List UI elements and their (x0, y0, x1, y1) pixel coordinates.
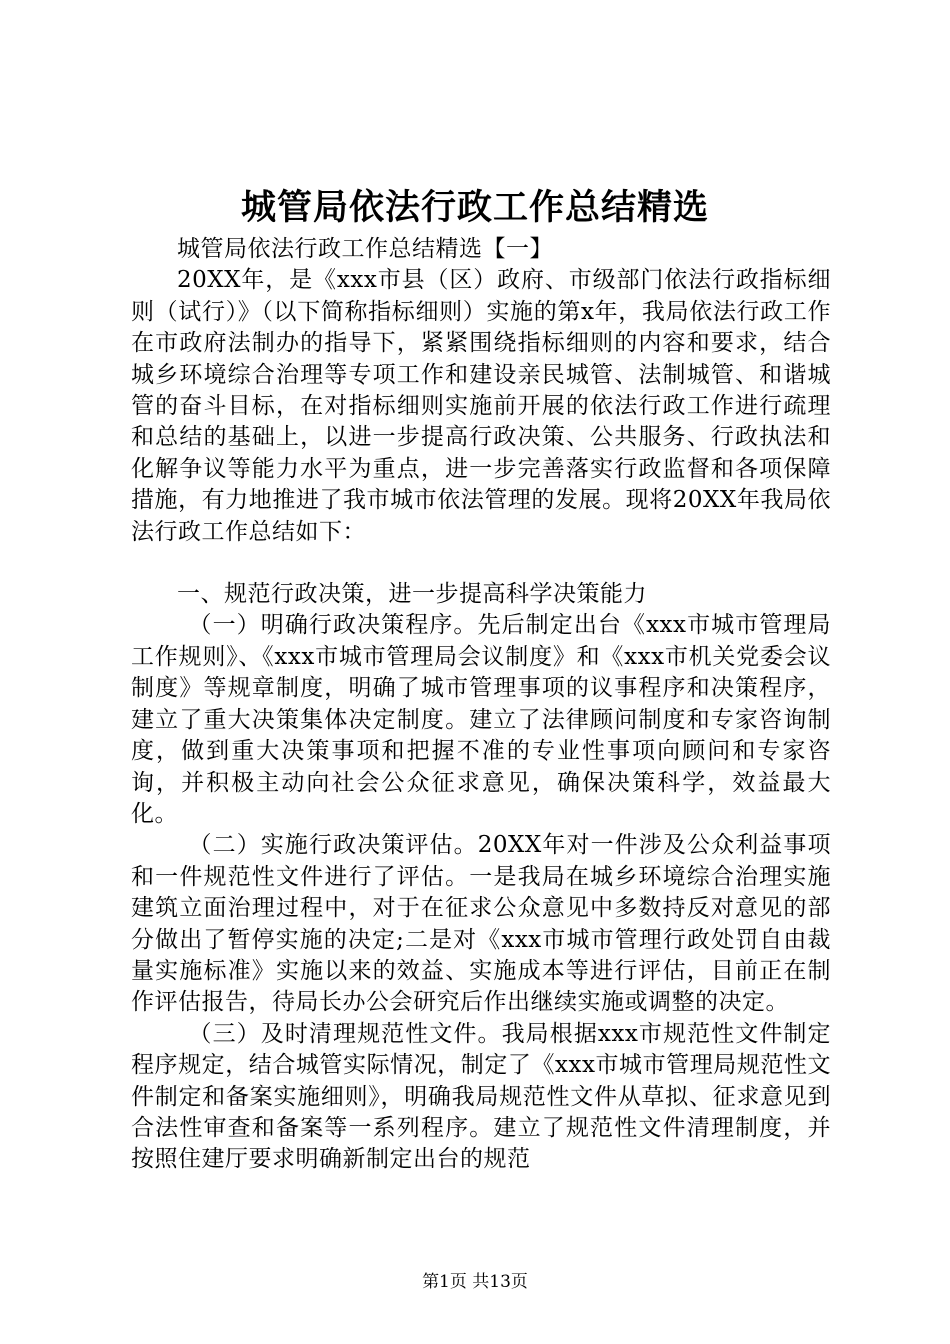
page-number-footer: 第1页 共13页 (422, 1272, 528, 1292)
document-title: 城管局依法行政工作总结精选 (240, 187, 709, 228)
paragraph-3: （三）及时清理规范性文件。我局根据xxx市规范性文件制定程序规定，结合城管实际情况，制定了《xxx市城市管理局规范性文件制定和备案实施细则》，明确我局规范性文件从草拟、征求意见到合法性审查和备案等一系列程序。建立了规范性文件清理制度，并按照住建厅要求明确新制定出台的规范 (131, 1020, 831, 1173)
paragraph-1: （一）明确行政决策程序。先后制定出台《xxx市城市管理局工作规则》、《xxx市城市管理局会议制度》和《xxx市机关党委会议制度》等规章制度，明确了城市管理事项的议事程序和决策程序，建立了重大决策集体决定制度。建立了法律顾问制度和专家咨询制度，做到重大决策事项和把握不准的专业性事项向顾问和专家咨询，并积极主动向社会公众征求意见，确保决策科学，效益最大化。 (131, 612, 831, 827)
document-body (131, 234, 831, 1176)
section-heading: 一、规范行政决策，进一步提高科学决策能力 (177, 581, 647, 608)
paragraph-2: （二）实施行政决策评估。20XX年对一件涉及公众利益事项和一件规范性文件进行了评估。一是我局在城乡环境综合治理实施建筑立面治理过程中，对于在征求公众意见中多数持反对意见的部分做出了暂停实施的决定;二是对《xxx市城市管理行政处罚自由裁量实施标准》实施以来的效益、实施成本等进行评估，目前正在制作评估报告，待局长办公会研究后作出继续实施或调整的决定。 (131, 832, 831, 1016)
document-subtitle: 城管局依法行政工作总结精选【一】 (177, 236, 553, 262)
intro-paragraph: 20XX年，是《xxx市县（区）政府、市级部门依法行政指标细则（试行）》（以下简称指标细则）实施的第x年，我局依法行政工作在市政府法制办的指导下，紧紧围绕指标细则的内容和要求，结合城乡环境综合治理等专项工作和建设亲民城管、法制城管、和谐城管的奋斗目标，在对指标细则实施前开展的依法行政工作进行疏理和总结的基础上，以进一步提高行政决策、公共服务、行政执法和化解争议等能力水平为重点，进一步完善落实行政监督和各项保障措施，有力地推进了我市城市依法管理的发展。现将20XX年我局依法行政工作总结如下： (131, 267, 831, 545)
